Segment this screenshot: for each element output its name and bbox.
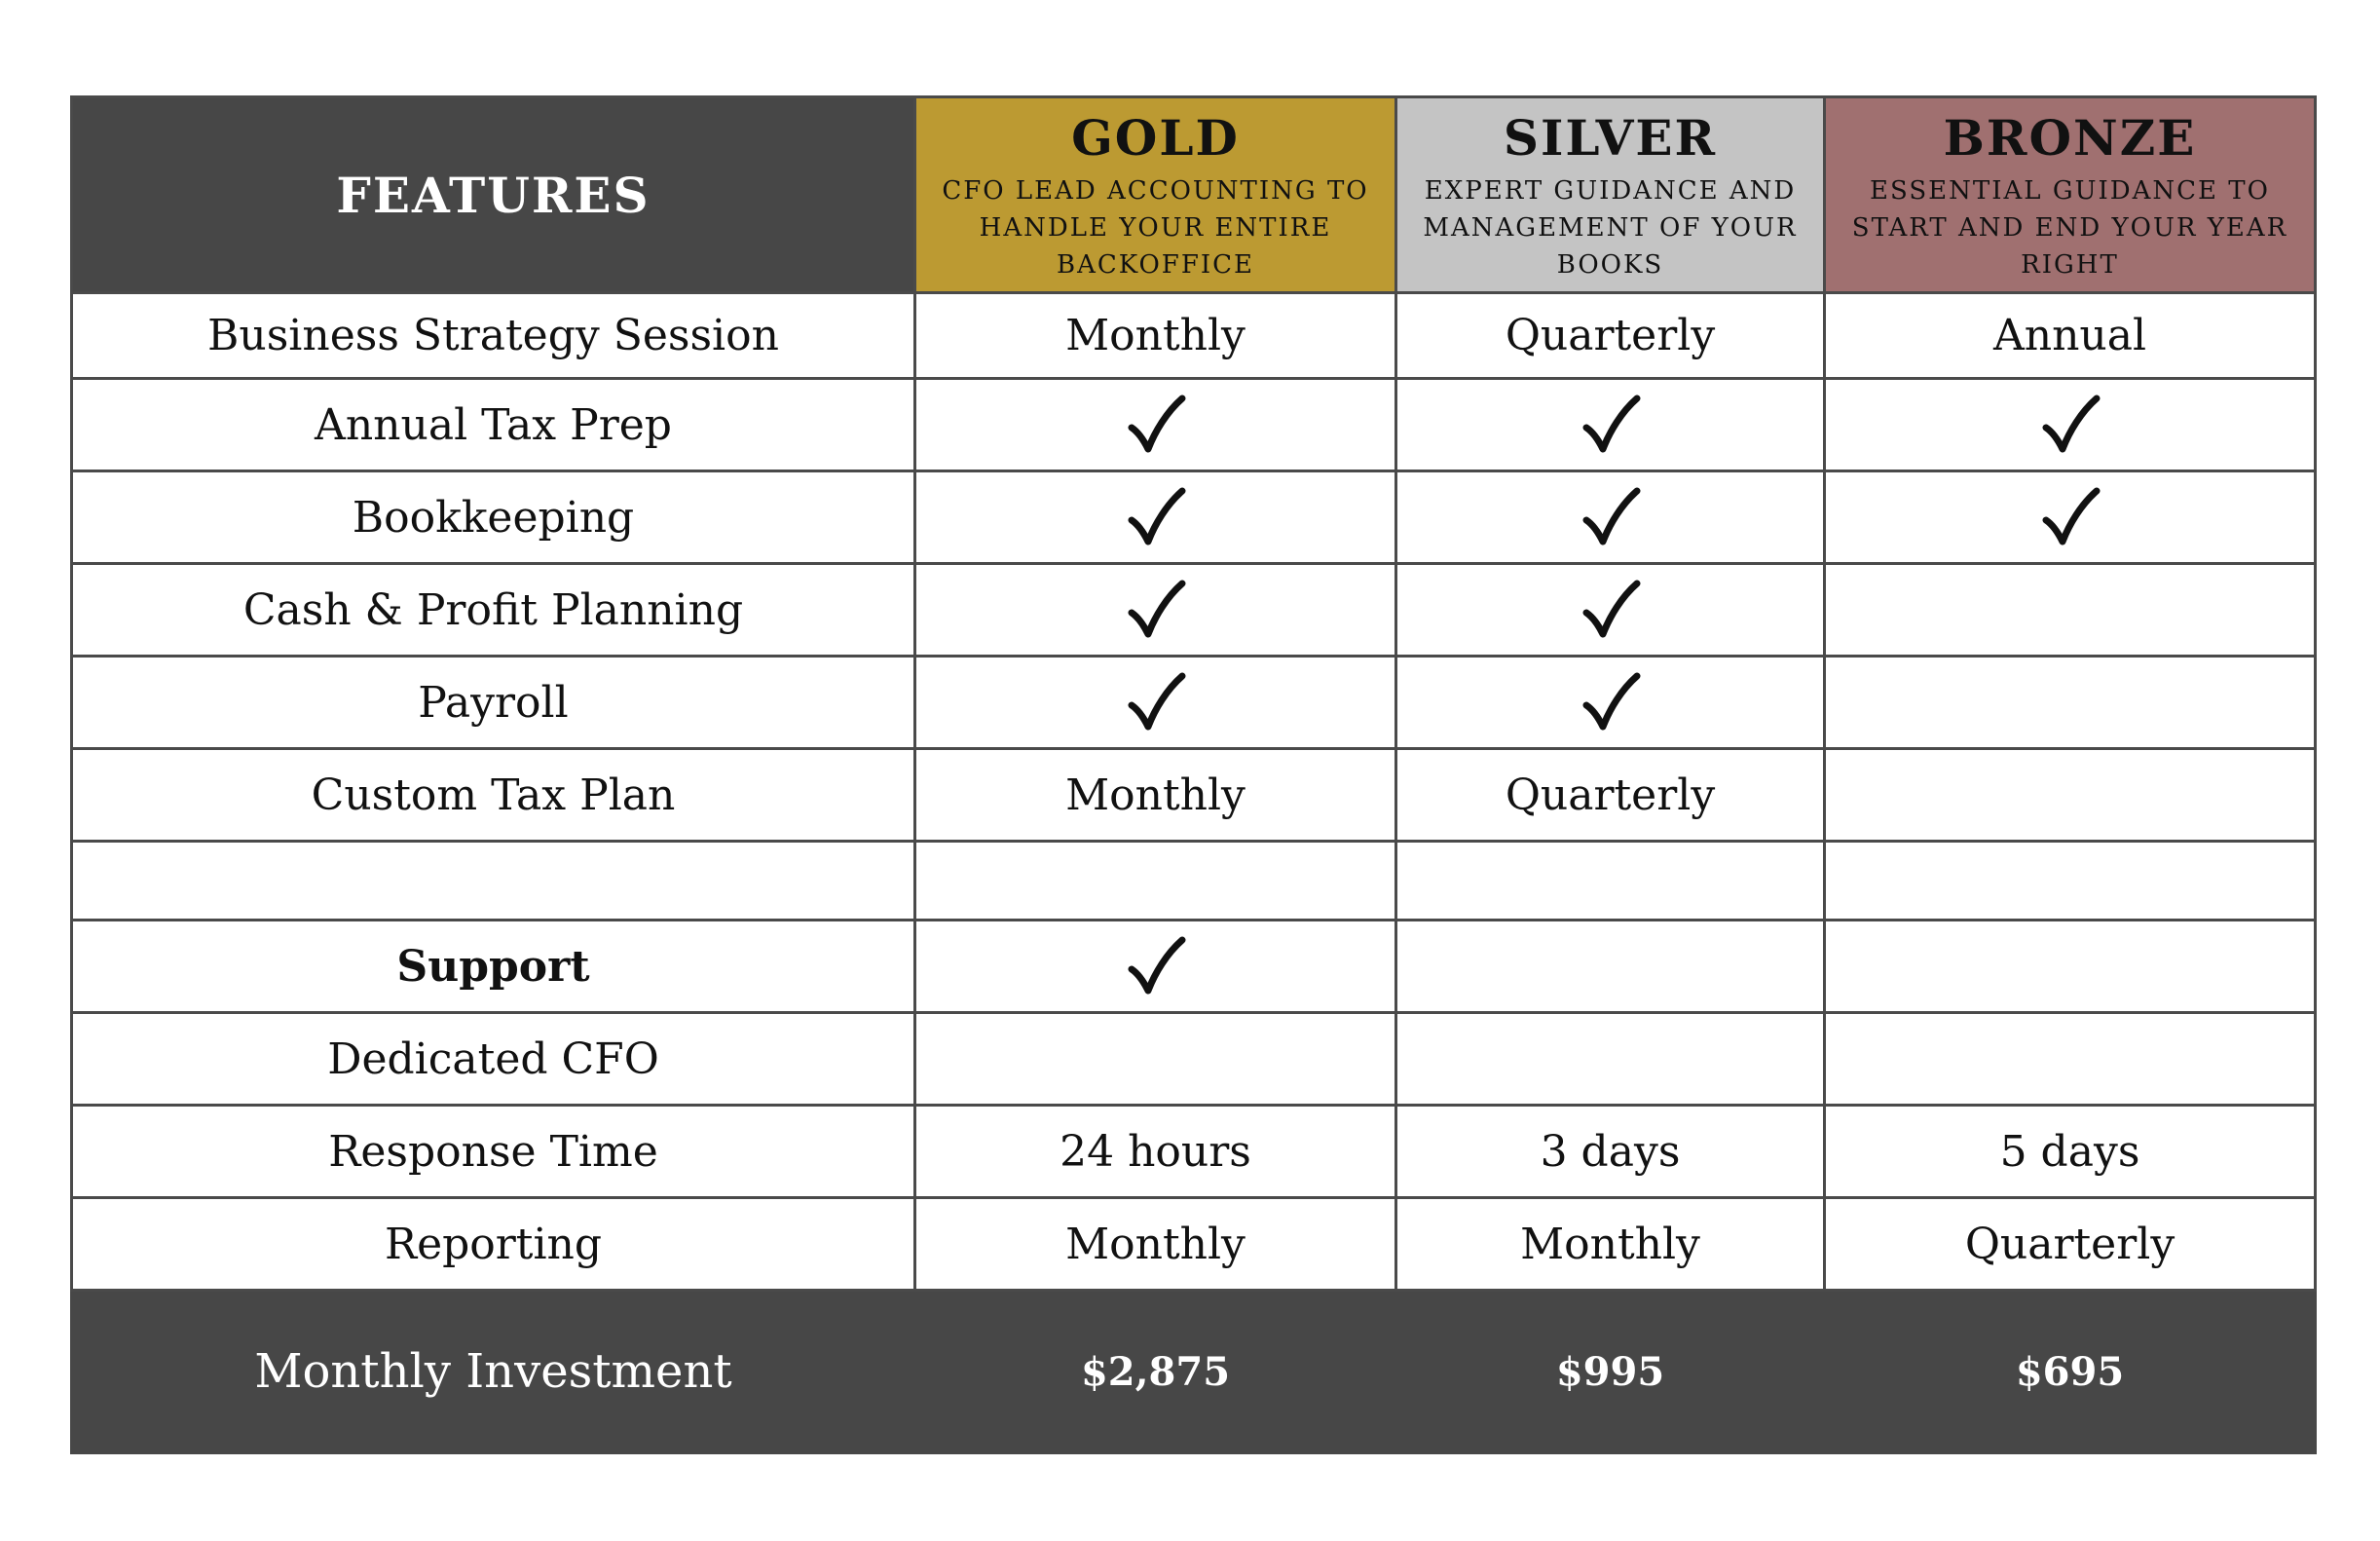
check-icon bbox=[1577, 483, 1645, 551]
table-row bbox=[72, 471, 2316, 564]
bronze-price: $695 bbox=[1825, 1291, 2316, 1453]
table-row bbox=[72, 379, 2316, 471]
gold-value bbox=[915, 842, 1396, 921]
header-row bbox=[72, 97, 2316, 293]
check-icon bbox=[2036, 483, 2104, 551]
check-icon bbox=[1577, 668, 1645, 736]
gold-tier-header bbox=[915, 97, 1396, 293]
bronze-value: Quarterly bbox=[1825, 1198, 2316, 1291]
table-row bbox=[72, 293, 2316, 379]
gold-value: Monthly bbox=[915, 749, 1396, 842]
feature-name: Payroll bbox=[72, 657, 915, 749]
gold-value: Monthly bbox=[915, 293, 1396, 379]
table-row bbox=[72, 749, 2316, 842]
feature-name: Reporting bbox=[72, 1198, 915, 1291]
gold-value: 24 hours bbox=[915, 1106, 1396, 1198]
bronze-value: 5 days bbox=[1825, 1106, 2316, 1198]
monthly-investment-label: Monthly Investment bbox=[72, 1291, 915, 1453]
bronze-tier-description: ESSENTIAL GUIDANCE TO START AND END YOUR YEAR RIGHT bbox=[1851, 176, 2288, 280]
gold-tier-description: CFO LEAD ACCOUNTING TO HANDLE YOUR ENTIRE BACKOFFICE bbox=[942, 176, 1369, 280]
features-header: FEATURES bbox=[72, 97, 915, 293]
silver-price: $995 bbox=[1396, 1291, 1825, 1453]
bronze-tier-title: BRONZE bbox=[1943, 109, 2197, 167]
feature-name: Support bbox=[72, 921, 915, 1013]
gold-price: $2,875 bbox=[915, 1291, 1396, 1453]
silver-value bbox=[1396, 842, 1825, 921]
bronze-value bbox=[1825, 921, 2316, 1013]
bronze-tier-header bbox=[1825, 97, 2316, 293]
bronze-value bbox=[1825, 749, 2316, 842]
table-row bbox=[72, 1013, 2316, 1106]
silver-value: Quarterly bbox=[1396, 293, 1825, 379]
bronze-value bbox=[1825, 842, 2316, 921]
check-icon bbox=[1122, 932, 1190, 1000]
check-icon bbox=[1577, 576, 1645, 644]
silver-tier-header bbox=[1396, 97, 1825, 293]
check-icon bbox=[1122, 391, 1190, 459]
feature-name: Custom Tax Plan bbox=[72, 749, 915, 842]
check-icon bbox=[2036, 391, 2104, 459]
check-icon bbox=[1577, 391, 1645, 459]
feature-name: Annual Tax Prep bbox=[72, 379, 915, 471]
gold-value bbox=[915, 379, 1396, 471]
check-icon bbox=[1122, 483, 1190, 551]
feature-name: Response Time bbox=[72, 1106, 915, 1198]
silver-value bbox=[1396, 657, 1825, 749]
gold-value bbox=[915, 921, 1396, 1013]
silver-value bbox=[1396, 471, 1825, 564]
silver-tier-title: SILVER bbox=[1503, 109, 1718, 167]
feature-name bbox=[72, 842, 915, 921]
pricing-comparison-table bbox=[70, 95, 2317, 1454]
silver-value bbox=[1396, 1013, 1825, 1106]
bronze-value bbox=[1825, 1013, 2316, 1106]
gold-value: Monthly bbox=[915, 1198, 1396, 1291]
silver-value bbox=[1396, 379, 1825, 471]
silver-value bbox=[1396, 921, 1825, 1013]
feature-name: Business Strategy Session bbox=[72, 293, 915, 379]
bronze-value bbox=[1825, 564, 2316, 657]
silver-value: 3 days bbox=[1396, 1106, 1825, 1198]
feature-name: Bookkeeping bbox=[72, 471, 915, 564]
table-row bbox=[72, 842, 2316, 921]
footer-row bbox=[72, 1291, 2316, 1453]
table-row bbox=[72, 921, 2316, 1013]
silver-value bbox=[1396, 564, 1825, 657]
table-row bbox=[72, 1106, 2316, 1198]
check-icon bbox=[1122, 576, 1190, 644]
table-row bbox=[72, 564, 2316, 657]
bronze-value bbox=[1825, 471, 2316, 564]
feature-name: Cash & Profit Planning bbox=[72, 564, 915, 657]
gold-value bbox=[915, 657, 1396, 749]
silver-value: Monthly bbox=[1396, 1198, 1825, 1291]
silver-tier-description: EXPERT GUIDANCE AND MANAGEMENT OF YOUR BOOKS bbox=[1423, 176, 1798, 280]
gold-value bbox=[915, 471, 1396, 564]
table-row bbox=[72, 1198, 2316, 1291]
check-icon bbox=[1122, 668, 1190, 736]
gold-value bbox=[915, 564, 1396, 657]
gold-tier-title: GOLD bbox=[1071, 109, 1240, 167]
silver-value: Quarterly bbox=[1396, 749, 1825, 842]
bronze-value bbox=[1825, 379, 2316, 471]
table-row bbox=[72, 657, 2316, 749]
gold-value bbox=[915, 1013, 1396, 1106]
bronze-value: Annual bbox=[1825, 293, 2316, 379]
bronze-value bbox=[1825, 657, 2316, 749]
feature-name: Dedicated CFO bbox=[72, 1013, 915, 1106]
